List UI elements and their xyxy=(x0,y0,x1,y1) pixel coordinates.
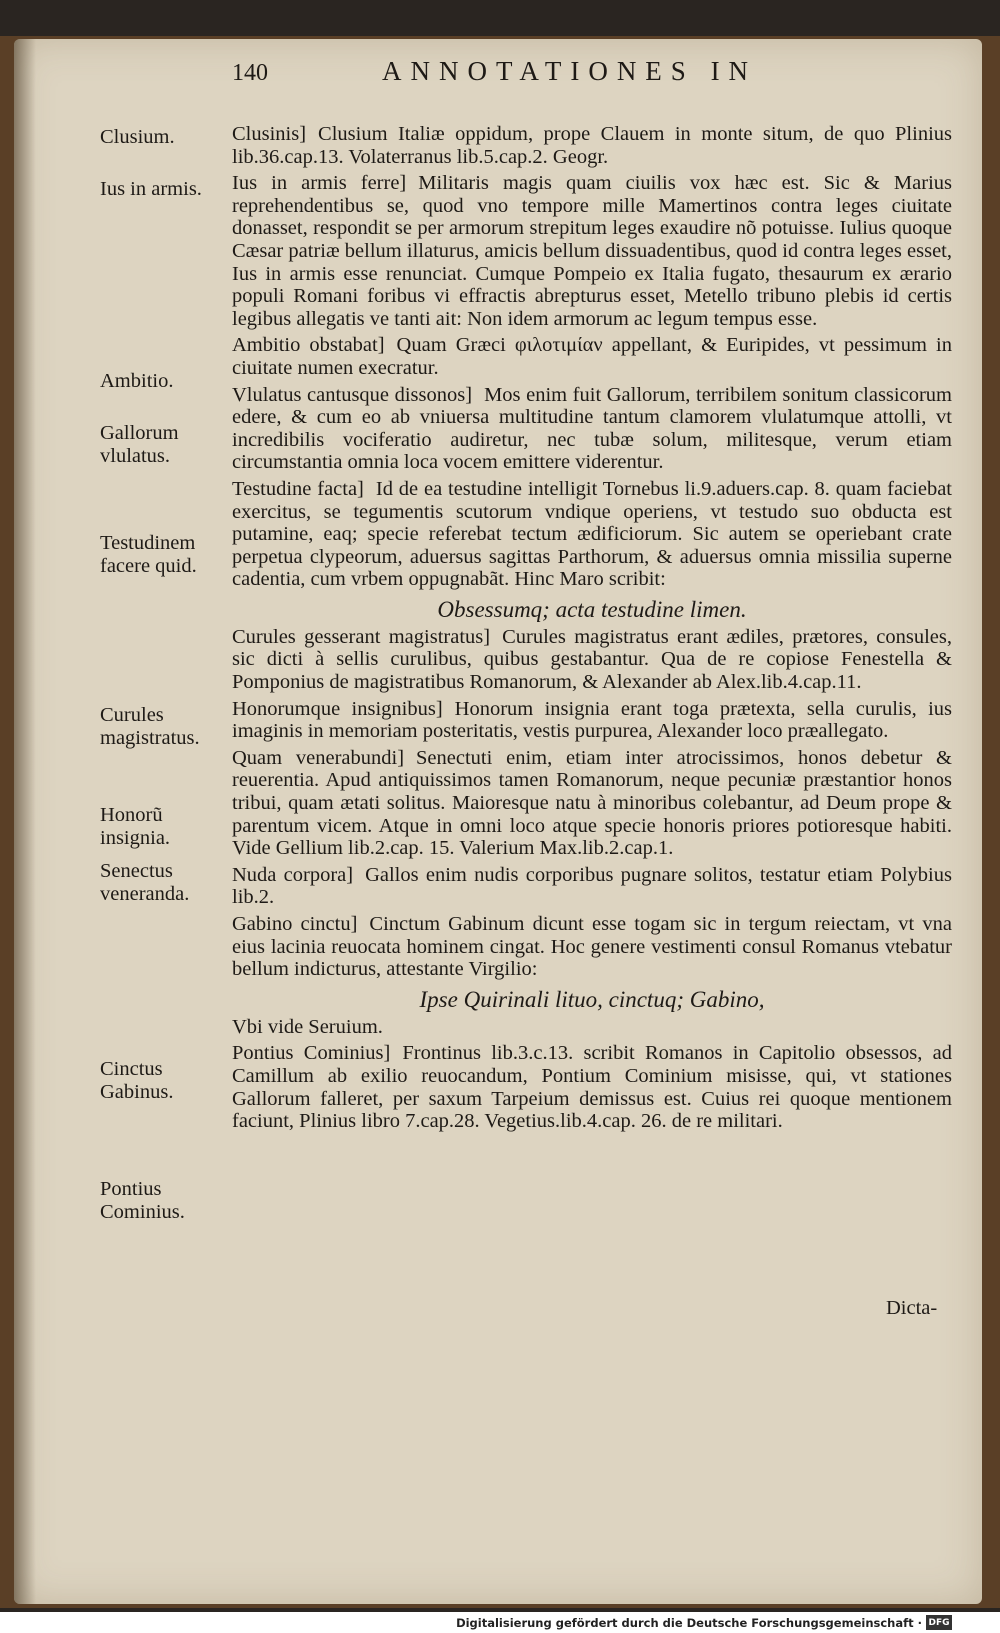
annotation-entry xyxy=(232,864,952,909)
lemma: Ambitio obstabat] xyxy=(232,334,385,357)
annotation-text: Gallos enim nudis corporibus pugnare solitos, testatur etiam Polybius lib.2. xyxy=(232,863,952,909)
lemma: Quam venerabundi] xyxy=(232,746,405,769)
verse-quotation: Ipse Quirinali lituo, cinctuq; Gabino, xyxy=(419,986,765,1012)
dfg-logo-icon: DFG xyxy=(926,1615,952,1630)
annotation-entry xyxy=(232,747,952,860)
lemma: Ius in armis ferre] xyxy=(232,172,407,195)
annotation-entry xyxy=(232,334,952,379)
annotation-text: Militaris magis quam ciuilis vox hæc est. Sic & Marius reprehendentibus se, quod vno tempore mille Mamertinos contra leges ciuitate donasset, respondit se per armorum strepitum leges exaudire nõ potuisse. Iulius quoque Cæsar patriæ bellum illaturus, amicis bellum dissuadentibus, quod id contra leges esset, Ius in armis esse renunciat. Cumque Pompeio ex Italia fugato, thesaurum ex ærario populi Romani foribus vi effractis abrepturus esset, Metello tribuno plebis id certis legibus allegatis ve tanti ait: Non idem armorum ac legum tempus esse. xyxy=(232,172,952,330)
margin-note-clusium: Clusium. xyxy=(100,126,175,148)
annotation-text: Senectuti enim, etiam inter atrocissimos, honos debetur & reuerentia. Apud antiquissimos tamen Romanorum, neque pecuniæ præstantior honos tribui, quam ætati solitus. Maioresque natu à minoribus colebantur, ad Deum prope & parentum vicem. Atque in omni loco atque specie honoris priores potioresque habiti. Vide Gellium lib.2.cap. 15. Valerium Max.lib.2.cap.1. xyxy=(232,746,952,860)
lemma: Honorumque insignibus] xyxy=(232,697,443,720)
annotation-entry xyxy=(232,384,952,474)
annotation-body xyxy=(232,123,952,1137)
funding-credit: Digitalisierung gefördert durch die Deutsche Forschungsgemeinschaft · xyxy=(456,1616,922,1630)
annotation-entry xyxy=(232,698,952,743)
margin-note-gallorum-vlulatus: Gallorum vlulatus. xyxy=(100,422,179,467)
annotation-text: Frontinus lib.3.c.13. scribit Romanos in Capitolio obsessos, ad Camillum ab exilio reuocandum, Pontium Cominium misisse, qui, vt stationes Gallorum falleret, per saxum Tarpeium demissus est. Cuius rei quoque mentionem faciunt, Plinius libro 7.cap.28. Vegetius.lib.4.cap. 26. de re militari. xyxy=(232,1042,952,1133)
running-head: ANNOTATIONES IN xyxy=(382,56,758,86)
lemma: Curules gesserant magistratus] xyxy=(232,625,491,648)
annotation-text: Id de ea testudine intelligit Tornebus li.9.aduers.cap. 8. quam faciebat exercitus, se tegumentis scutorum vndique operiens, vt testudo suo obducta est putamine, eaq; specie referebat tectum ædificiorum. Sic autem se operiebant crate perpetua clypeorum, aduersus sagittas Parthorum, & aduersus omnia missilia superne cadentia, cum vrbem oppugnabãt. Hinc Maro scribit: xyxy=(232,477,952,591)
margin-note-ambitio: Ambitio. xyxy=(100,370,174,392)
annotation-entry xyxy=(232,1042,952,1132)
margin-note-ius-in-armis: Ius in armis. xyxy=(100,178,202,200)
annotation-entry xyxy=(232,123,952,168)
lemma: Clusinis] xyxy=(232,123,307,145)
page-gutter-shadow xyxy=(14,39,36,1604)
catchword: Dicta- xyxy=(886,1297,938,1319)
annotation-text: Curules magistratus erant ædiles, prætores, consules, sic dicti à sellis curulibus, quibus gestabantur. Qua de re copiose Fenestella & Pomponius de magistratibus Romanorum, & Alexander ab Alex.lib.4.cap.11. xyxy=(232,625,953,694)
annotation-entry xyxy=(232,172,952,330)
annotation-text: Quam Græci φιλοτιμίαν appellant, & Euripides, vt pessimum in ciuitate numen execratur. xyxy=(232,334,952,379)
lemma: Gabino cinctu] xyxy=(232,913,358,935)
annotation-entry xyxy=(232,626,952,694)
margin-note-honorum: Honorũ insignia. xyxy=(100,804,171,849)
page-number: 140 xyxy=(232,60,268,86)
margin-note-curules: Curules magistratus. xyxy=(100,704,200,749)
page-header xyxy=(232,54,952,90)
margin-note-senectus: Senectus veneranda. xyxy=(100,860,190,905)
annotation-text: Clusium Italiæ oppidum, prope Clauem in monte situm, de quo Plinius lib.36.cap.13. Volaterranus lib.5.cap.2. Geogr. xyxy=(232,123,952,168)
annotation-text: Mos enim fuit Gallorum, terribilem sonitum classicorum edere, & cum eo ab vniuersa multitudine tantum clamorem vlulatumque attolli, vt incredibilis vociferatio audiretur, nec tubæ solum, militesque, verum etiam circumstantia omnia loca vocem emittere viderentur. xyxy=(232,383,952,474)
annotation-entry xyxy=(232,478,952,591)
annotation-text: Cinctum Gabinum dicunt esse togam sic in tergum reiectam, vt vna eius lacinia reuocata hominem cingat. Hoc genere vestimenti consul Romanus vtebatur bellum indicturus, attestante Virgilio: xyxy=(232,913,952,981)
annotation-entry xyxy=(232,913,952,981)
verse-quotation: Obsessumq; acta testudine limen. xyxy=(437,596,747,622)
lemma: Nuda corpora] xyxy=(232,863,354,886)
lemma: Testudine facta] xyxy=(232,477,364,500)
lemma: Vlulatus cantusque dissonos] xyxy=(232,383,473,406)
margin-note-testudinem: Testudinem facere quid. xyxy=(100,532,197,577)
annotation-text: Honorum insignia erant toga prætexta, sella curulis, ius imaginis in memoriam posteritatis, vestis purpurea, Alexander loco præallegato. xyxy=(232,697,952,743)
margin-note-cinctus: Cinctus Gabinus. xyxy=(100,1058,174,1103)
lemma: Pontius Cominius] xyxy=(232,1042,391,1065)
footer-bar xyxy=(0,1612,1000,1633)
see-servius-note: Vbi vide Seruium. xyxy=(232,1015,383,1038)
margin-note-pontius: Pontius Cominius. xyxy=(100,1178,185,1223)
